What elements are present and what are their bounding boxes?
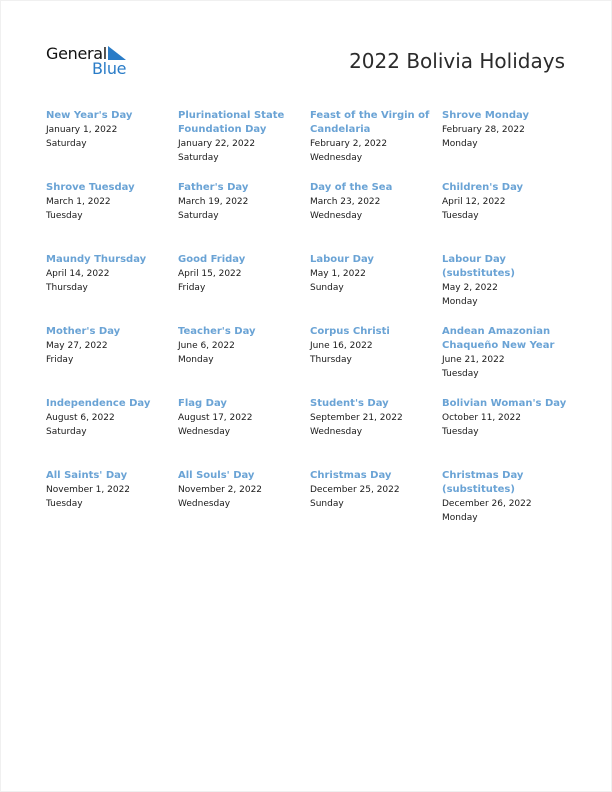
holiday-weekday: Tuesday: [442, 427, 479, 437]
holiday-date: August 6, 2022: [46, 413, 115, 423]
holiday-date: June 21, 2022: [442, 355, 505, 365]
holiday-weekday: Saturday: [178, 211, 219, 221]
holiday-name: All Saints' Day: [46, 470, 128, 481]
holiday-name: Student's Day: [310, 398, 389, 409]
holiday-date: April 15, 2022: [178, 269, 242, 279]
holiday-weekday: Friday: [46, 355, 74, 365]
holiday-weekday: Wednesday: [178, 499, 231, 509]
holiday-name: Plurinational State Foundation Day: [178, 110, 285, 135]
holiday-date: January 22, 2022: [178, 139, 256, 149]
holiday-date: October 11, 2022: [442, 413, 521, 423]
holiday-entry: [442, 253, 576, 325]
holiday-entry: [178, 181, 310, 253]
holiday-weekday: Friday: [178, 283, 206, 293]
holiday-weekday: Monday: [442, 513, 478, 523]
holiday-entry: [310, 253, 442, 325]
holiday-date: May 1, 2022: [310, 269, 366, 279]
holiday-name: Independence Day: [46, 398, 151, 409]
holiday-name: Labour Day: [310, 254, 374, 265]
holiday-date: November 2, 2022: [178, 485, 263, 495]
holiday-date: December 25, 2022: [310, 485, 400, 495]
holiday-weekday: Monday: [442, 139, 478, 149]
holiday-entry: [310, 181, 442, 253]
holiday-entry: [442, 325, 576, 397]
holiday-date: September 21, 2022: [310, 413, 403, 423]
holiday-entry: [178, 109, 310, 181]
holiday-name: Mother's Day: [46, 326, 121, 337]
holiday-name: Labour Day (substitutes): [442, 254, 515, 279]
holiday-weekday: Tuesday: [46, 211, 83, 221]
logo: [46, 44, 136, 80]
holiday-entry: [178, 253, 310, 325]
holiday-entry: [46, 325, 178, 397]
holiday-name: Shrove Monday: [442, 110, 529, 121]
holiday-date: December 26, 2022: [442, 499, 532, 509]
holiday-date: March 19, 2022: [178, 197, 249, 207]
holiday-weekday: Tuesday: [442, 369, 479, 379]
holiday-entry: [442, 181, 576, 253]
holiday-entry: [178, 469, 310, 541]
holiday-entry: [46, 397, 178, 469]
holiday-weekday: Thursday: [46, 283, 88, 293]
holiday-name: Christmas Day: [310, 470, 392, 481]
holiday-entry: [46, 109, 178, 181]
holiday-entry: [46, 253, 178, 325]
holiday-date: March 23, 2022: [310, 197, 381, 207]
holiday-entry: [310, 469, 442, 541]
holiday-name: Andean Amazonian Chaqueño New Year: [442, 326, 555, 351]
holiday-date: May 27, 2022: [46, 341, 108, 351]
holiday-date: May 2, 2022: [442, 283, 498, 293]
holiday-entry: [46, 181, 178, 253]
holiday-weekday: Saturday: [178, 153, 219, 163]
holiday-weekday: Thursday: [310, 355, 352, 365]
holiday-weekday: Monday: [178, 355, 214, 365]
holiday-weekday: Saturday: [46, 139, 87, 149]
holiday-weekday: Wednesday: [310, 153, 363, 163]
holiday-date: June 16, 2022: [310, 341, 373, 351]
holiday-name: Children's Day: [442, 182, 524, 193]
holiday-name: Shrove Tuesday: [46, 182, 135, 193]
holiday-date: April 14, 2022: [46, 269, 110, 279]
holiday-date: April 12, 2022: [442, 197, 506, 207]
holiday-name: Bolivian Woman's Day: [442, 398, 567, 409]
holiday-date: March 1, 2022: [46, 197, 111, 207]
holiday-weekday: Tuesday: [442, 211, 479, 221]
holiday-name: Corpus Christi: [310, 326, 390, 337]
page-title: 2022 Bolivia Holidays: [349, 49, 565, 73]
holiday-weekday: Wednesday: [310, 427, 363, 437]
holiday-weekday: Tuesday: [46, 499, 83, 509]
holiday-name: Feast of the Virgin of Candelaria: [310, 110, 430, 135]
holiday-name: Father's Day: [178, 182, 249, 193]
holiday-name: Good Friday: [178, 254, 246, 265]
holiday-entry: [310, 325, 442, 397]
holiday-name: Flag Day: [178, 398, 227, 409]
holiday-name: All Souls' Day: [178, 470, 255, 481]
holiday-name: Christmas Day (substitutes): [442, 470, 524, 495]
holiday-date: June 6, 2022: [178, 341, 235, 351]
holiday-entry: [310, 109, 442, 181]
holiday-entry: [442, 397, 576, 469]
holiday-weekday: Sunday: [310, 499, 344, 509]
holiday-grid: [46, 109, 576, 541]
holiday-date: August 17, 2022: [178, 413, 253, 423]
holiday-weekday: Wednesday: [310, 211, 363, 221]
holiday-weekday: Wednesday: [178, 427, 231, 437]
holiday-date: January 1, 2022: [46, 125, 118, 135]
holiday-entry: [310, 397, 442, 469]
logo-word-blue: Blue: [92, 59, 127, 78]
holiday-weekday: Monday: [442, 297, 478, 307]
holiday-weekday: Saturday: [46, 427, 87, 437]
logo-word-general: General: [46, 44, 107, 63]
holiday-entry: [178, 325, 310, 397]
holiday-name: Maundy Thursday: [46, 254, 147, 265]
holiday-name: Teacher's Day: [178, 326, 256, 337]
holiday-name: New Year's Day: [46, 110, 133, 121]
holiday-entry: [442, 469, 576, 541]
holiday-entry: [46, 469, 178, 541]
holiday-name: Day of the Sea: [310, 182, 393, 193]
holiday-date: February 2, 2022: [310, 139, 388, 149]
holiday-date: February 28, 2022: [442, 125, 525, 135]
holiday-entry: [442, 109, 576, 181]
holiday-date: November 1, 2022: [46, 485, 131, 495]
holiday-weekday: Sunday: [310, 283, 344, 293]
holiday-entry: [178, 397, 310, 469]
